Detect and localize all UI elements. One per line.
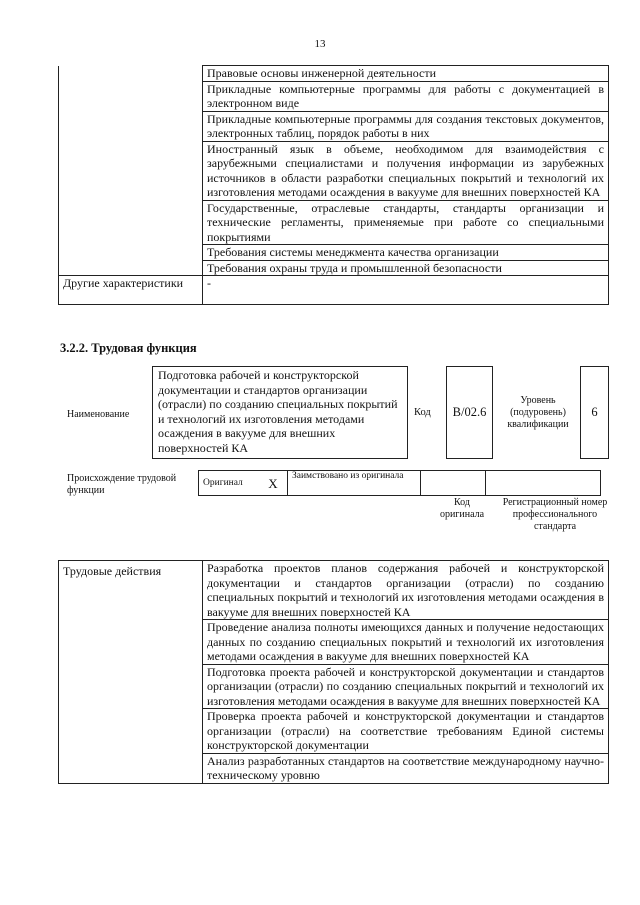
required-knowledge-table: [58, 65, 609, 305]
labor-action-item: Разработка проектов планов содержания рабочей и конструкторской документации и стандартов организации (отрасли) по созданию специальных покрытий и технологий их изготовления методами осаждения в вакууме для внешних поверхностей КА: [203, 561, 609, 620]
qualification-level: 6: [580, 366, 609, 459]
origin-label: Происхождение трудовой функции: [67, 473, 177, 496]
registration-number-caption: Регистрационный номер профессионального стандарта: [502, 497, 608, 532]
page-number: 13: [314, 38, 326, 50]
function-code: B/02.6: [446, 366, 493, 459]
original-code-cell: [421, 471, 486, 496]
code-label: Код: [414, 407, 431, 418]
labor-action-item: Анализ разработанных стандартов на соответствие международному научно-техническому уровню: [203, 753, 609, 783]
section-title: 3.2.2. Трудовая функция: [60, 341, 197, 355]
origin-table: [198, 470, 601, 496]
knowledge-label-cell: [59, 66, 203, 276]
other-characteristics-value: -: [203, 276, 609, 305]
labor-action-item: Подготовка проекта рабочей и конструкторской документации и стандартов организации (отрасли) по созданию специальных покрытий и технологий их изготовления методами осаждения в вакууме для внешних поверхностей КА: [203, 664, 609, 709]
other-characteristics-label: Другие характеристики: [59, 276, 203, 305]
labor-action-item: Проведение анализа полноты имеющихся данных и получение недостающих данных по созданию специальных покрытий и технологий их изготовления методами осаждения в вакууме для внешних поверхностей КА: [203, 620, 609, 665]
knowledge-item: Требования системы менеджмента качества организации: [203, 245, 609, 261]
knowledge-item: Прикладные компьютерные программы для создания текстовых документов, электронных таблиц, порядок работы в них: [203, 111, 609, 141]
name-label: Наименование: [67, 409, 130, 420]
knowledge-item: Иностранный язык в объеме, необходимом для взаимодействия с зарубежными специалистами и получения информации из зарубежных источников в области разработки специальных покрытий и технологий их изготовления методами осаждения в вакууме для внешних поверхностей КА: [203, 141, 609, 200]
labor-actions-label: Трудовые действия: [59, 561, 203, 784]
table-row: [59, 561, 609, 620]
knowledge-item: Прикладные компьютерные программы для работы с документацией в электронном виде: [203, 81, 609, 111]
labor-actions-table: [58, 560, 609, 784]
original-code-caption: Код оригинала: [439, 497, 485, 520]
table-row: [59, 66, 609, 82]
table-row: [199, 471, 601, 496]
registration-number-cell: [486, 471, 601, 496]
labor-action-item: Проверка проекта рабочей и конструкторской документации и стандартов организации (отрасли) на соответствие требованиям Единой системы конструкторской документации: [203, 709, 609, 754]
knowledge-item: Правовые основы инженерной деятельности: [203, 66, 609, 82]
knowledge-item: Государственные, отраслевые стандарты, стандарты организации и технические регламенты, применяемые при работе со специальными покрытиями: [203, 200, 609, 245]
origin-original-mark: X: [259, 471, 288, 496]
origin-borrowed-label: Заимствовано из оригинала: [288, 471, 421, 496]
qualification-level-label: Уровень (подуровень) квалификации: [507, 395, 569, 430]
origin-original-label: Оригинал: [199, 471, 260, 496]
table-row: [59, 276, 609, 305]
knowledge-item: Требования охраны труда и промышленной безопасности: [203, 260, 609, 276]
function-name: Подготовка рабочей и конструкторской документации и стандартов организации (отрасли) по созданию специальных покрытий и технологий их изготовления методами осаждения в вакууме для внешних поверхностей КА: [152, 366, 408, 459]
